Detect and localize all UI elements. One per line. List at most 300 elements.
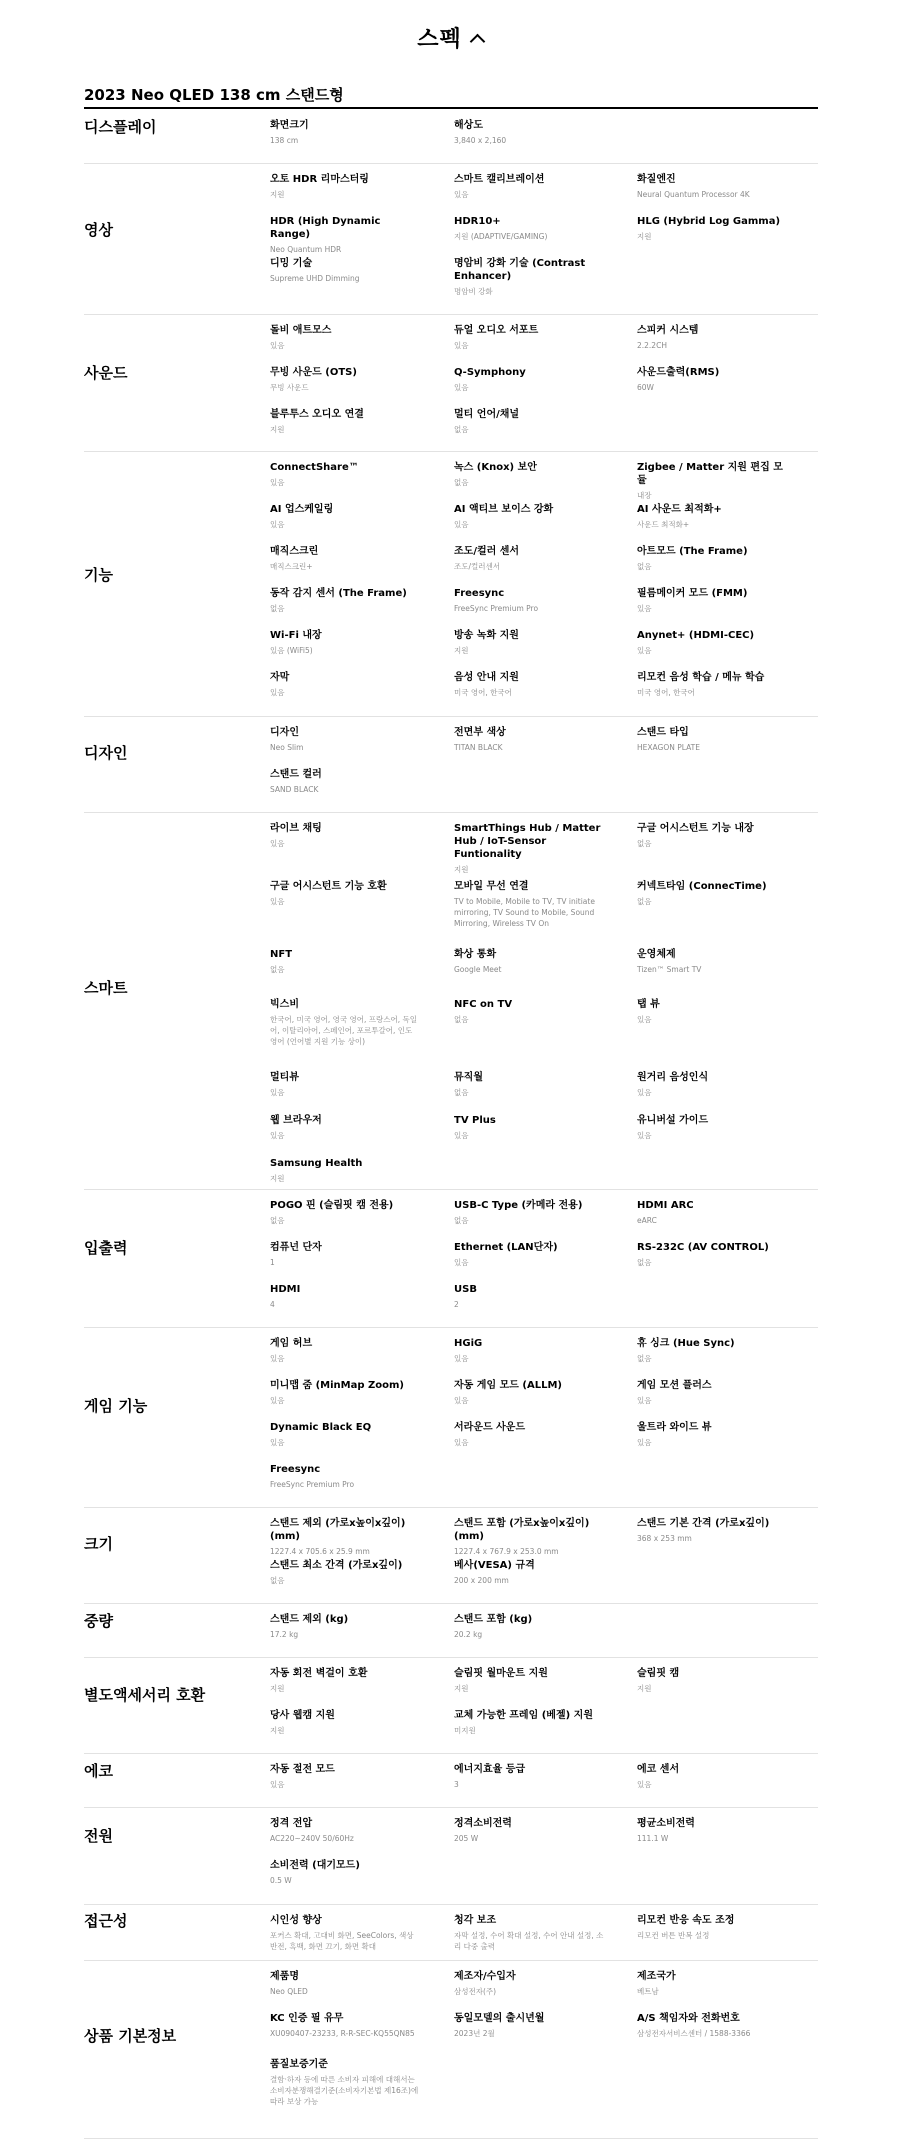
spec-item [454, 726, 604, 753]
section-label: 사운드 [84, 364, 128, 382]
spec-item-label: 화질엔진 [637, 174, 676, 185]
spec-item-label: 스마트 캘리브레이션 [454, 174, 545, 185]
spec-item [270, 545, 420, 572]
spec-item-label: 스탠드 포함 (가로x높이x깊이) (mm) [454, 1518, 590, 1542]
spec-item [637, 587, 787, 614]
spec-item [454, 998, 604, 1025]
spec-item [637, 1421, 787, 1448]
spec-item [270, 1859, 420, 1886]
section-label: 상품 기본정보 [84, 2027, 177, 2045]
spec-item [270, 998, 420, 1047]
spec-item [270, 173, 420, 200]
spec-item-value: 있음 [637, 1438, 652, 1447]
spec-item-value: 있음 [270, 1088, 285, 1097]
spec-item [454, 1071, 604, 1098]
spec-item-label: 아트모드 (The Frame) [637, 546, 748, 557]
spec-item-value: 있음 [270, 478, 285, 487]
spec-item [270, 215, 420, 255]
spec-item-label: 스탠드 기본 간격 (가로x깊이) [637, 1518, 770, 1529]
spec-item-value: 무빙 사운드 [270, 383, 309, 392]
spec-item [270, 1421, 420, 1448]
spec-item [637, 503, 787, 530]
spec-item [454, 671, 604, 698]
spec-item-value: Google Meet [454, 965, 502, 974]
spec-item-label: 컴퓨넌 단자 [270, 1242, 322, 1253]
spec-item-label: 커넥트타임 (ConnecTime) [637, 881, 767, 892]
spec-item-label: 리모컨 반응 속도 조정 [637, 1915, 735, 1926]
spec-item-label: 빅스비 [270, 999, 299, 1010]
spec-item-label: 제품명 [270, 1971, 299, 1982]
spec-item-value: 368 x 253 mm [637, 1534, 692, 1543]
section-label: 전원 [84, 1827, 113, 1845]
spec-item-label: 슬림핏 캠 [637, 1668, 680, 1679]
spec-item-value: SAND BLACK [270, 785, 319, 794]
spec-item [454, 1114, 604, 1141]
spec-item-value: 삼성전자서비스센터 / 1588-3366 [637, 2029, 751, 2038]
spec-item [637, 1970, 787, 1997]
spec-item [454, 1763, 604, 1790]
spec-section [84, 1753, 818, 1808]
spec-item-value: 미국 영어, 한국어 [454, 688, 512, 697]
spec-item-label: 원거리 음성인식 [637, 1072, 709, 1083]
spec-item [270, 1283, 420, 1310]
spec-item [270, 1817, 420, 1844]
spec-item-label: 평균소비전력 [637, 1818, 695, 1829]
section-label: 기능 [84, 566, 113, 584]
spec-item [454, 1914, 604, 1952]
spec-item-value: 1227.4 x 705.6 x 25.9 mm [270, 1547, 370, 1556]
spec-item-label: 당사 웹캠 지원 [270, 1710, 335, 1721]
spec-item-label: 화면크기 [270, 120, 309, 131]
spec-item [637, 1199, 787, 1226]
spec-item-label: 시인성 향상 [270, 1915, 322, 1926]
spec-item-label: Ethernet (LAN단자) [454, 1242, 558, 1253]
spec-item-value: 있음 [454, 1438, 469, 1447]
spec-item-value: 60W [637, 383, 654, 392]
spec-item [637, 880, 787, 907]
spec-item-value: 있음 [454, 1354, 469, 1363]
spec-item-value: 있음 [270, 1780, 285, 1789]
spec-item-value: 없음 [454, 478, 469, 487]
spec-item-label: HDMI ARC [637, 1200, 694, 1211]
spec-item-label: 멀티뷰 [270, 1072, 299, 1083]
spec-item-value: 1227.4 x 767.9 x 253.0 mm [454, 1547, 559, 1556]
spec-item [454, 1421, 604, 1448]
spec-item-value: 1 [270, 1258, 275, 1267]
spec-item-value: 있음 [270, 1354, 285, 1363]
spec-item-value: 있음 [454, 383, 469, 392]
spec-item-label: 방송 녹화 지원 [454, 630, 519, 641]
spec-item-label: 리모컨 음성 학습 / 메뉴 학습 [637, 672, 765, 683]
spec-item-label: 미니맵 줌 (MinMap Zoom) [270, 1380, 404, 1391]
spec-item-label: A/S 책임자와 전화번호 [637, 2013, 740, 2024]
spec-item-label: 게임 허브 [270, 1338, 313, 1349]
spec-item-value: 205 W [454, 1834, 479, 1843]
spec-section [84, 812, 818, 1190]
spec-item-value: 2 [454, 1300, 459, 1309]
spec-section [84, 1327, 818, 1508]
spec-section [84, 1507, 818, 1604]
spec-item [454, 1199, 604, 1226]
spec-item-label: 슬림핏 월마운트 지원 [454, 1668, 548, 1679]
spec-item-value: 있음 [454, 190, 469, 199]
spec-item-label: 라이브 채팅 [270, 823, 322, 834]
spec-item-label: 모바일 무선 연결 [454, 881, 529, 892]
spec-item-value: 17.2 kg [270, 1630, 299, 1639]
spec-item-value: Tizen™ Smart TV [637, 965, 702, 974]
spec-item [454, 461, 604, 488]
spec-item-value: 결함·하자 등에 따른 소비자 피해에 대해서는 소비자분쟁해결기준(소비자기본법 제16조)에 따라 보상 가능 [270, 2075, 419, 2106]
spec-item-label: 동일모델의 출시년월 [454, 2013, 545, 2024]
spec-item-label: HLG (Hybrid Log Gamma) [637, 216, 781, 227]
spec-item-value: 없음 [454, 425, 469, 434]
spec-item-value: 없음 [454, 1216, 469, 1225]
spec-item-label: 뮤직월 [454, 1072, 483, 1083]
spec-item [454, 880, 604, 929]
product-title: 2023 Neo QLED 138 cm 스탠드형 [84, 86, 344, 104]
spec-item-label: 울트라 와이드 뷰 [637, 1422, 712, 1433]
spec-item-value: 지원 [454, 1684, 469, 1693]
spec-item-value: 있음 [637, 1131, 652, 1140]
spec-item [637, 1817, 787, 1844]
spec-item-label: 듀얼 오디오 서포트 [454, 325, 539, 336]
spec-item-label: AI 액티브 보이스 강화 [454, 504, 554, 515]
spec-item-value: Supreme UHD Dimming [270, 274, 360, 283]
spec-item-value: 없음 [637, 839, 652, 848]
spec-toggle-header[interactable] [0, 22, 900, 53]
spec-item-label: TV Plus [454, 1115, 496, 1126]
spec-item-value: 2.2.2CH [637, 341, 667, 350]
spec-item-label: Wi-Fi 내장 [270, 630, 322, 641]
spec-item [637, 822, 787, 849]
spec-item-value: TV to Mobile, Mobile to TV, TV initiate mirroring, TV Sound to Mobile, Sound Mirroring, Wireless TV On [454, 897, 595, 928]
spec-item-value: 내장 [637, 491, 652, 500]
spec-item-value: 있음 [454, 1258, 469, 1267]
spec-item [454, 1517, 604, 1557]
spec-item-label: 소비전력 (대기모드) [270, 1860, 360, 1871]
spec-item-label: Dynamic Black EQ [270, 1422, 372, 1433]
spec-item-value: 없음 [637, 1354, 652, 1363]
spec-item-label: 사운드출력(RMS) [637, 367, 720, 378]
spec-item-value: 포커스 확대, 고대비 화면, SeeColors, 색상 반전, 흑백, 화면 끄기, 화면 확대 [270, 1931, 414, 1951]
spec-item [637, 1517, 787, 1544]
spec-item-value: Neo Quantum HDR [270, 245, 342, 254]
spec-item-value: 없음 [270, 1216, 285, 1225]
spec-item-value: 리모컨 버튼 반복 설정 [637, 1931, 710, 1940]
spec-item-label: 제조자/수입자 [454, 1971, 516, 1982]
spec-item [454, 2012, 604, 2039]
spec-item-value: 미국 영어, 한국어 [637, 688, 695, 697]
spec-item-label: 매직스크린 [270, 546, 319, 557]
spec-item-label: 정격소비전력 [454, 1818, 512, 1829]
spec-item-value: AC220~240V 50/60Hz [270, 1834, 354, 1843]
spec-item-label: AI 사운드 최적화+ [637, 504, 722, 515]
spec-section [84, 314, 818, 452]
page-title: 스펙 [417, 27, 462, 52]
spec-item-value: 미지원 [454, 1726, 476, 1735]
spec-item [637, 366, 787, 393]
section-label: 별도액세서리 호환 [84, 1686, 206, 1704]
spec-item [637, 215, 787, 242]
spec-section [84, 163, 818, 315]
spec-item-label: 돌비 애트모스 [270, 325, 332, 336]
spec-item-label: 전면부 색상 [454, 727, 506, 738]
spec-item-value: 지원 [270, 1174, 285, 1183]
spec-item [454, 324, 604, 351]
spec-item [637, 671, 787, 698]
spec-item-value: XU090407-23233, R-R-SEC-KQ55QN85 [270, 2029, 415, 2038]
spec-item [270, 726, 420, 753]
spec-item-label: 동작 감지 센서 (The Frame) [270, 588, 407, 599]
spec-item-label: 구글 어시스턴트 기능 내장 [637, 823, 754, 834]
spec-section [84, 109, 818, 164]
spec-item-label: 자동 회전 벽걸이 호환 [270, 1668, 368, 1679]
spec-item-label: 유니버설 가이드 [637, 1115, 709, 1126]
spec-item-value: 명암비 강화 [454, 287, 493, 296]
spec-item-label: USB-C Type (카메라 전용) [454, 1200, 583, 1211]
spec-item-label: 에너지효율 등급 [454, 1764, 526, 1775]
spec-item-label: Samsung Health [270, 1158, 363, 1169]
spec-item [454, 1667, 604, 1694]
spec-item [637, 998, 787, 1025]
spec-item-value: Neural Quantum Processor 4K [637, 190, 750, 199]
spec-item-value: 있음 [637, 646, 652, 655]
spec-item-label: 블루투스 오디오 연결 [270, 409, 364, 420]
spec-item-value: 없음 [270, 1576, 285, 1585]
spec-item-value: 있음 [270, 688, 285, 697]
spec-item-label: 디밍 기술 [270, 258, 313, 269]
spec-item-value: 있음 [270, 897, 285, 906]
spec-item-value: 지원 [637, 232, 652, 241]
spec-item-label: 품질보증기준 [270, 2059, 328, 2070]
spec-item [454, 629, 604, 656]
spec-item-value: 2023년 2월 [454, 2029, 495, 2038]
section-label: 게임 기능 [84, 1397, 148, 1415]
spec-item-value: FreeSync Premium Pro [454, 604, 539, 613]
spec-item-value: 없음 [637, 1258, 652, 1267]
spec-item [270, 1157, 420, 1184]
spec-item-label: 화상 통화 [454, 949, 497, 960]
spec-section [84, 451, 818, 717]
spec-item-label: Q-Symphony [454, 367, 526, 378]
spec-item-value: 3,840 x 2,160 [454, 136, 507, 145]
spec-item-value: Neo QLED [270, 1987, 308, 1996]
spec-item [454, 1559, 604, 1586]
spec-item [637, 1379, 787, 1406]
spec-item-label: KC 인증 필 유무 [270, 2013, 344, 2024]
spec-item-value: 베트남 [637, 1987, 659, 1996]
spec-item-label: USB [454, 1284, 477, 1295]
spec-item-value: 없음 [454, 1015, 469, 1024]
spec-item-value: 매직스크린+ [270, 562, 313, 571]
spec-item-value: 있음 [637, 604, 652, 613]
spec-item [270, 366, 420, 393]
spec-item [637, 173, 787, 200]
spec-item [270, 503, 420, 530]
spec-item [454, 257, 604, 297]
chevron-up-icon[interactable] [469, 34, 485, 50]
spec-item-value: 지원 [270, 1684, 285, 1693]
spec-item-value: 있음 [270, 839, 285, 848]
spec-item [454, 1241, 604, 1268]
spec-item-value: 지원 [454, 646, 469, 655]
spec-item [270, 880, 420, 907]
spec-item [270, 408, 420, 435]
spec-section [84, 716, 818, 813]
spec-item-value: 없음 [637, 562, 652, 571]
spec-item [454, 1817, 604, 1844]
spec-item-label: 정격 전압 [270, 1818, 313, 1829]
spec-item-label: 베사(VESA) 규격 [454, 1560, 535, 1571]
spec-item-value: 있음 [454, 520, 469, 529]
spec-item [637, 1241, 787, 1268]
spec-item-label: Freesync [270, 1464, 321, 1475]
spec-item [454, 948, 604, 975]
spec-item [454, 1613, 604, 1640]
spec-item-label: Freesync [454, 588, 505, 599]
spec-item-value: 있음 [454, 1396, 469, 1405]
spec-item-label: AI 업스케일링 [270, 504, 334, 515]
spec-item-value: 지원 [270, 190, 285, 199]
spec-item [637, 1763, 787, 1790]
spec-item [454, 1379, 604, 1406]
spec-item-label: 디자인 [270, 727, 299, 738]
spec-item-value: 지원 (ADAPTIVE/GAMING) [454, 232, 548, 241]
spec-item-value: 있음 [637, 1015, 652, 1024]
spec-item [637, 1667, 787, 1694]
section-label: 디자인 [84, 744, 128, 762]
spec-item-value: 있음 [637, 1396, 652, 1405]
spec-item-value: 자막 설정, 수어 확대 설정, 수어 안내 설정, 소리 다중 출력 [454, 1931, 604, 1951]
spec-item [270, 629, 420, 656]
spec-item-label: Zigbee / Matter 지원 편집 모듈 [637, 462, 783, 486]
spec-item-value: 있음 [454, 1131, 469, 1140]
spec-item-label: 무빙 사운드 (OTS) [270, 367, 357, 378]
spec-item [637, 1071, 787, 1098]
spec-item-label: 스탠드 포함 (kg) [454, 1614, 533, 1625]
spec-item [454, 173, 604, 200]
spec-item-label: ConnectShare™ [270, 462, 359, 473]
spec-item [270, 587, 420, 614]
spec-item-value: 삼성전자(주) [454, 1987, 497, 1996]
spec-item-value: 지원 [270, 1726, 285, 1735]
spec-item-value: 조도/컬러센서 [454, 562, 500, 571]
spec-item-label: HGiG [454, 1338, 483, 1349]
spec-item [270, 1763, 420, 1790]
spec-item-label: HDR (High Dynamic Range) [270, 216, 381, 240]
section-label: 디스플레이 [84, 118, 157, 136]
spec-item-label: HDR10+ [454, 216, 501, 227]
spec-item [270, 2058, 420, 2107]
spec-item [270, 1114, 420, 1141]
spec-item [454, 1709, 604, 1736]
spec-item-value: TITAN BLACK [454, 743, 503, 752]
spec-item-value: 사운드 최적화+ [637, 520, 690, 529]
spec-item [637, 948, 787, 975]
spec-item-label: SmartThings Hub / Matter Hub / IoT-Sensor Funtionality [454, 823, 601, 860]
spec-item-label: 스피커 시스템 [637, 325, 699, 336]
spec-item-value: HEXAGON PLATE [637, 743, 700, 752]
spec-item [270, 1517, 420, 1557]
section-label: 영상 [84, 221, 113, 239]
spec-item-value: 있음 [637, 1780, 652, 1789]
spec-item-label: 자막 [270, 672, 290, 683]
spec-item-value: 지원 [454, 865, 469, 874]
spec-item-label: 서라운드 사운드 [454, 1422, 526, 1433]
spec-item-value: 4 [270, 1300, 275, 1309]
spec-item [270, 1709, 420, 1736]
spec-item-label: 스탠드 컬러 [270, 769, 322, 780]
spec-item-label: 탭 뷰 [637, 999, 660, 1010]
spec-item [270, 1463, 420, 1490]
spec-item-value: 있음 [637, 1088, 652, 1097]
spec-item [454, 1283, 604, 1310]
spec-section [84, 1904, 818, 1961]
spec-item-label: 조도/컬러 센서 [454, 546, 520, 557]
spec-item [270, 1199, 420, 1226]
spec-item [454, 215, 604, 242]
section-label: 스마트 [84, 979, 128, 997]
spec-item-label: 청각 보조 [454, 1915, 497, 1926]
spec-item [637, 726, 787, 753]
spec-item [454, 587, 604, 614]
spec-item-label: NFC on TV [454, 999, 513, 1010]
spec-item-label: 제조국가 [637, 1971, 676, 1982]
spec-item [454, 408, 604, 435]
spec-item-label: 자동 절전 모드 [270, 1764, 335, 1775]
spec-section [84, 1807, 818, 1905]
section-label: 크기 [84, 1535, 113, 1553]
spec-item-value: eARC [637, 1216, 657, 1225]
spec-item [637, 629, 787, 656]
spec-item [454, 119, 604, 146]
spec-item-label: 운영체제 [637, 949, 676, 960]
spec-item-label: 에코 센서 [637, 1764, 680, 1775]
spec-item [454, 366, 604, 393]
spec-item [270, 1379, 420, 1406]
spec-item-value: 있음 [270, 1396, 285, 1405]
spec-item-value: 있음 [270, 1131, 285, 1140]
spec-section [84, 1189, 818, 1328]
section-label: 에코 [84, 1762, 113, 1780]
spec-item [637, 1337, 787, 1364]
spec-item-label: 해상도 [454, 120, 483, 131]
spec-item-label: 녹스 (Knox) 보안 [454, 462, 537, 473]
spec-item [637, 324, 787, 351]
spec-item [270, 671, 420, 698]
spec-item-value: 지원 [270, 425, 285, 434]
spec-item-label: 멀티 언어/채널 [454, 409, 520, 420]
spec-item-label: 게임 모션 플러스 [637, 1380, 712, 1391]
spec-item-label: 음성 안내 지원 [454, 672, 519, 683]
spec-item [637, 1914, 787, 1941]
spec-item-label: 스탠드 제외 (가로x높이x깊이)(mm) [270, 1518, 406, 1542]
spec-item [637, 545, 787, 572]
spec-item-value: 있음 [270, 341, 285, 350]
spec-item [270, 1667, 420, 1694]
spec-item-value: 200 x 200 mm [454, 1576, 509, 1585]
spec-item-value: 0.5 W [270, 1876, 292, 1885]
spec-item-label: 교체 가능한 프레임 (베젤) 지원 [454, 1710, 593, 1721]
spec-item-label: 스탠드 최소 간격 (가로x깊이) [270, 1560, 403, 1571]
spec-item [270, 1613, 420, 1640]
spec-item-value: 한국어, 미국 영어, 영국 영어, 프랑스어, 독일어, 이탈리아어, 스페인어, 포르투갈어, 인도 영어 (언어별 지원 기능 상이) [270, 1015, 418, 1046]
spec-item-label: 스탠드 타입 [637, 727, 689, 738]
spec-item [270, 1241, 420, 1268]
spec-item-label: HDMI [270, 1284, 301, 1295]
spec-section [84, 1960, 818, 2139]
spec-item [270, 1970, 420, 1997]
